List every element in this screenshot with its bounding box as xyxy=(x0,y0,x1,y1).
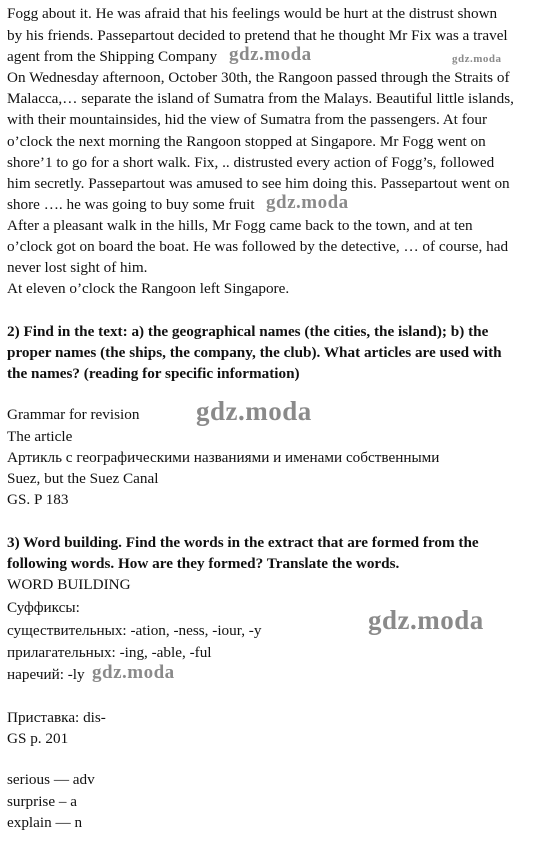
watermark: gdz.moda xyxy=(368,605,484,635)
watermark: gdz.moda xyxy=(266,192,349,213)
passage-line-9: him secretly. Passepartout was amused to see him doing this. Passepartout went on xyxy=(7,175,510,192)
grammar-line-1: Grammar for revision xyxy=(7,406,140,423)
word-item-2: surprise – a xyxy=(7,793,78,810)
passage-line-7: o’clock the next morning the Rangoon stopped at Singapore. Mr Fogg went on xyxy=(7,133,486,150)
watermark: gdz.moda xyxy=(229,44,312,65)
passage-line-2: by his friends. Passepartout decided to pretend that he thought Mr Fix was a travel xyxy=(7,27,508,44)
passage-line-11: After a pleasant walk in the hills, Mr Fogg came back to the town, and at ten xyxy=(7,217,473,234)
passage-line-8: shore’1 to go for a short walk. Fix, .. distrusted every action of Fogg’s, followed xyxy=(7,154,495,171)
task3-line-1: 3) Word building. Find the words in the extract that are formed from the xyxy=(7,534,479,551)
passage-line-3: agent from the Shipping Company xyxy=(7,48,218,65)
grammar-line-2: The article xyxy=(7,428,73,445)
passage-line-10: shore …. he was going to buy some fruit xyxy=(7,196,255,213)
task2-line-2: proper names (the ships, the company, the club). What articles are used with xyxy=(7,344,502,361)
watermark: gdz.moda xyxy=(196,396,312,426)
task3-line-2: following words. How are they formed? Translate the words. xyxy=(7,555,400,572)
passage-line-13: never lost sight of him. xyxy=(7,259,148,276)
passage-line-12: o’clock got on board the boat. He was followed by the detective, … of course, had xyxy=(7,238,509,255)
passage-line-4: On Wednesday afternoon, October 30th, the Rangoon passed through the Straits of xyxy=(7,69,510,86)
passage-line-5: Malacca,… separate the island of Sumatra from the Malays. Beautiful little islands, xyxy=(7,90,514,107)
word-item-1: serious — adv xyxy=(7,771,95,788)
word-item-3: explain — n xyxy=(7,814,83,831)
grammar-line-4: Suez, but the Suez Canal xyxy=(7,470,159,487)
wordbuilding-line-2: Суффиксы: xyxy=(7,599,80,616)
task2-line-3: the names? (reading for specific information) xyxy=(7,365,300,382)
task2-line-1: 2) Find in the text: a) the geographical names (the cities, the island); b) the xyxy=(7,323,489,340)
grammar-line-5: GS. P 183 xyxy=(7,491,69,508)
wordbuilding-line-1: WORD BUILDING xyxy=(7,576,131,593)
passage-line-14: At eleven o’clock the Rangoon left Singapore. xyxy=(7,280,290,297)
watermark: gdz.moda xyxy=(92,662,175,683)
gs-reference: GS p. 201 xyxy=(7,730,69,747)
passage-line-1: Fogg about it. He was afraid that his feelings would be hurt at the distrust shown xyxy=(7,5,498,22)
watermark: gdz.moda xyxy=(452,53,502,65)
prefix-line: Приставка: dis- xyxy=(7,709,106,726)
wordbuilding-line-3: существительных: -ation, -ness, -iour, -y xyxy=(7,622,262,639)
wordbuilding-line-4: прилагательных: -ing, -able, -ful xyxy=(7,644,212,661)
grammar-line-3: Артикль с географическими названиями и именами собственными xyxy=(7,449,440,466)
passage-line-6: with their mountainsides, hid the view of Sumatra from the passengers. At four xyxy=(7,111,487,128)
wordbuilding-line-5: наречий: -ly xyxy=(7,666,85,683)
